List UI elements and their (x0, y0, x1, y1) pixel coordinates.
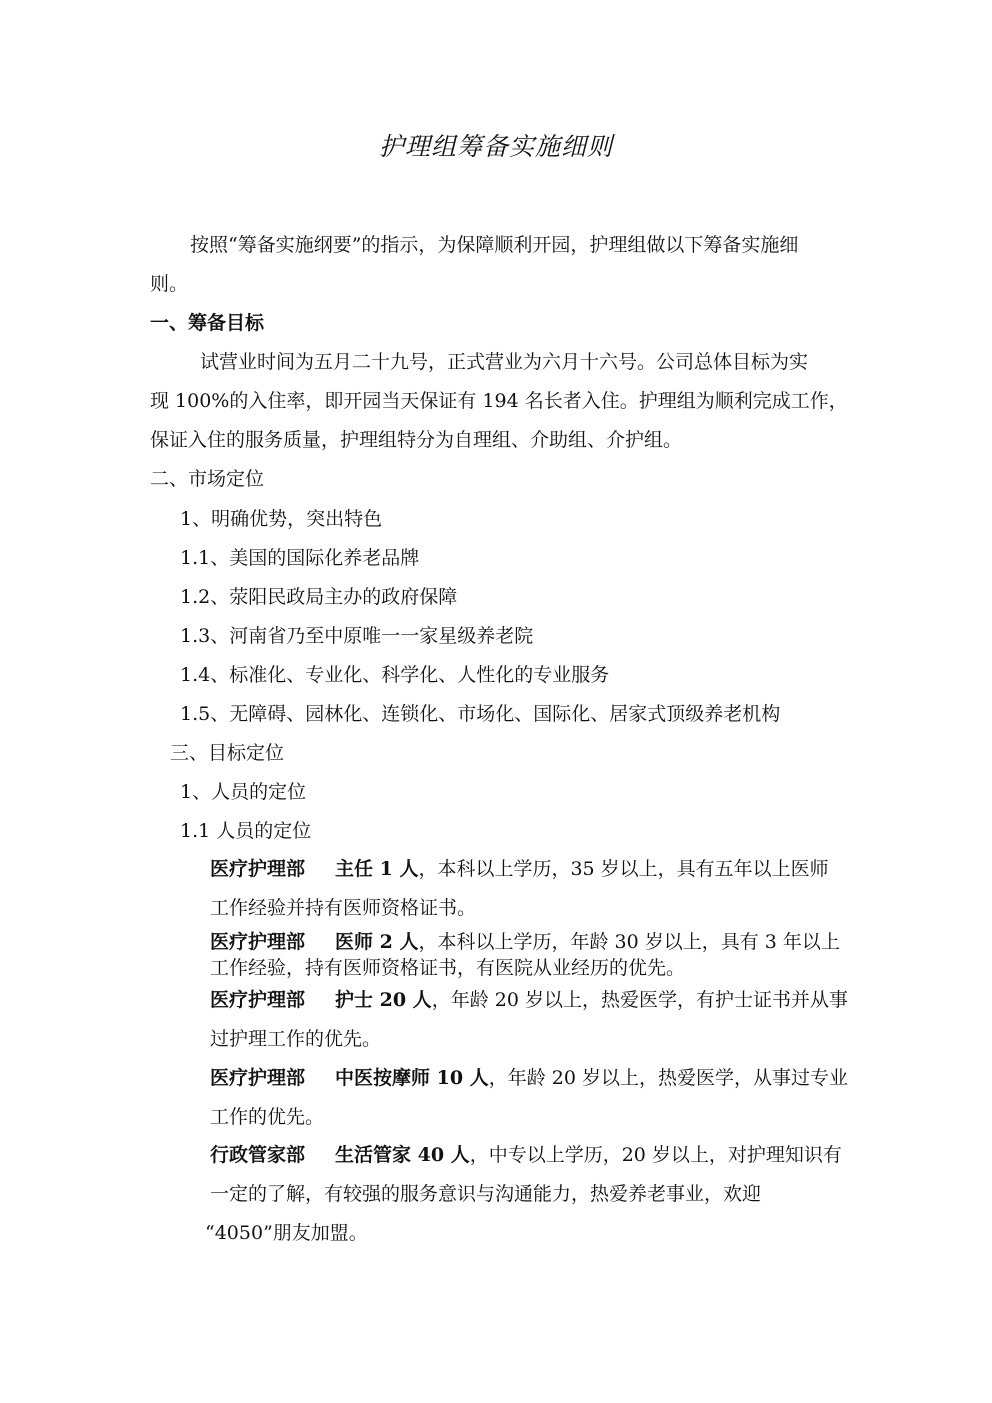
market-item: 1.5、无障碍、园林化、连锁化、市场化、国际化、居家式顶级养老机构 (180, 703, 781, 725)
section-1-line-1: 试营业时间为五月二十九号，正式营业为六月十六号。公司总体目标为实 (200, 351, 809, 373)
role-requirements: ，年龄 20 岁以上，热爱医学，从事过专业 (488, 1067, 848, 1089)
role-position: 主任 1 人 (335, 858, 419, 880)
page-title: 护理组筹备实施细则 (378, 132, 613, 161)
market-item: 1.1、美国的国际化养老品牌 (180, 547, 420, 569)
role-requirements: ，中专以上学历，20 岁以上，对护理知识有 (469, 1144, 842, 1166)
role-entry-line (210, 1143, 842, 1167)
role-requirements-cont: 工作经验并持有医师资格证书。 (210, 897, 477, 919)
role-entry-line (210, 930, 840, 954)
section-3-subheading-2: 1.1 人员的定位 (180, 820, 312, 842)
role-requirements-cont: 工作的优先。 (210, 1106, 325, 1128)
role-requirements: ，年龄 20 岁以上，热爱医学，有护士证书并从事 (431, 989, 848, 1011)
role-requirements-cont: “4050”朋友加盟。 (205, 1222, 368, 1244)
role-position: 护士 20 人 (335, 989, 432, 1011)
role-requirements-cont: 工作经验，持有医师资格证书，有医院从业经历的优先。 (210, 957, 686, 979)
section-1-heading: 一、筹备目标 (150, 312, 265, 334)
section-2-subheading: 1、明确优势，突出特色 (180, 508, 383, 530)
market-item: 1.4、标准化、专业化、科学化、人性化的专业服务 (180, 664, 610, 686)
role-requirements: ，本科以上学历，年龄 30 岁以上，具有 3 年以上 (418, 931, 840, 953)
role-entry-line (210, 988, 848, 1012)
section-2-heading: 二、市场定位 (150, 468, 265, 490)
role-department: 行政管家部 (210, 1144, 306, 1166)
market-item: 1.3、河南省乃至中原唯一一家星级养老院 (180, 625, 534, 647)
role-requirements: ，本科以上学历，35 岁以上，具有五年以上医师 (418, 858, 829, 880)
intro-line-1: 按照“筹备实施纲要”的指示，为保障顺利开园，护理组做以下筹备实施细 (190, 234, 799, 256)
role-position: 生活管家 40 人 (335, 1144, 470, 1166)
role-entry-line (210, 1066, 848, 1090)
role-position: 医师 2 人 (335, 931, 419, 953)
role-requirements-cont: 过护理工作的优先。 (210, 1028, 382, 1050)
role-department: 医疗护理部 (210, 989, 306, 1011)
role-entry-line (210, 857, 829, 881)
section-3-heading: 三、目标定位 (170, 742, 285, 764)
section-3-subheading: 1、人员的定位 (180, 781, 307, 803)
section-1-line-2: 现 100%的入住率，即开园当天保证有 194 名长者入住。护理组为顺利完成工作， (150, 390, 848, 412)
section-1-line-3: 保证入住的服务质量，护理组特分为自理组、介助组、介护组。 (150, 429, 683, 451)
role-department: 医疗护理部 (210, 858, 306, 880)
market-item: 1.2、荥阳民政局主办的政府保障 (180, 586, 458, 608)
role-department: 医疗护理部 (210, 1067, 306, 1089)
role-department: 医疗护理部 (210, 931, 306, 953)
role-position: 中医按摩师 10 人 (335, 1067, 489, 1089)
role-requirements-cont: 一定的了解，有较强的服务意识与沟通能力，热爱养老事业，欢迎 (210, 1183, 762, 1205)
intro-line-2: 则。 (150, 273, 189, 295)
